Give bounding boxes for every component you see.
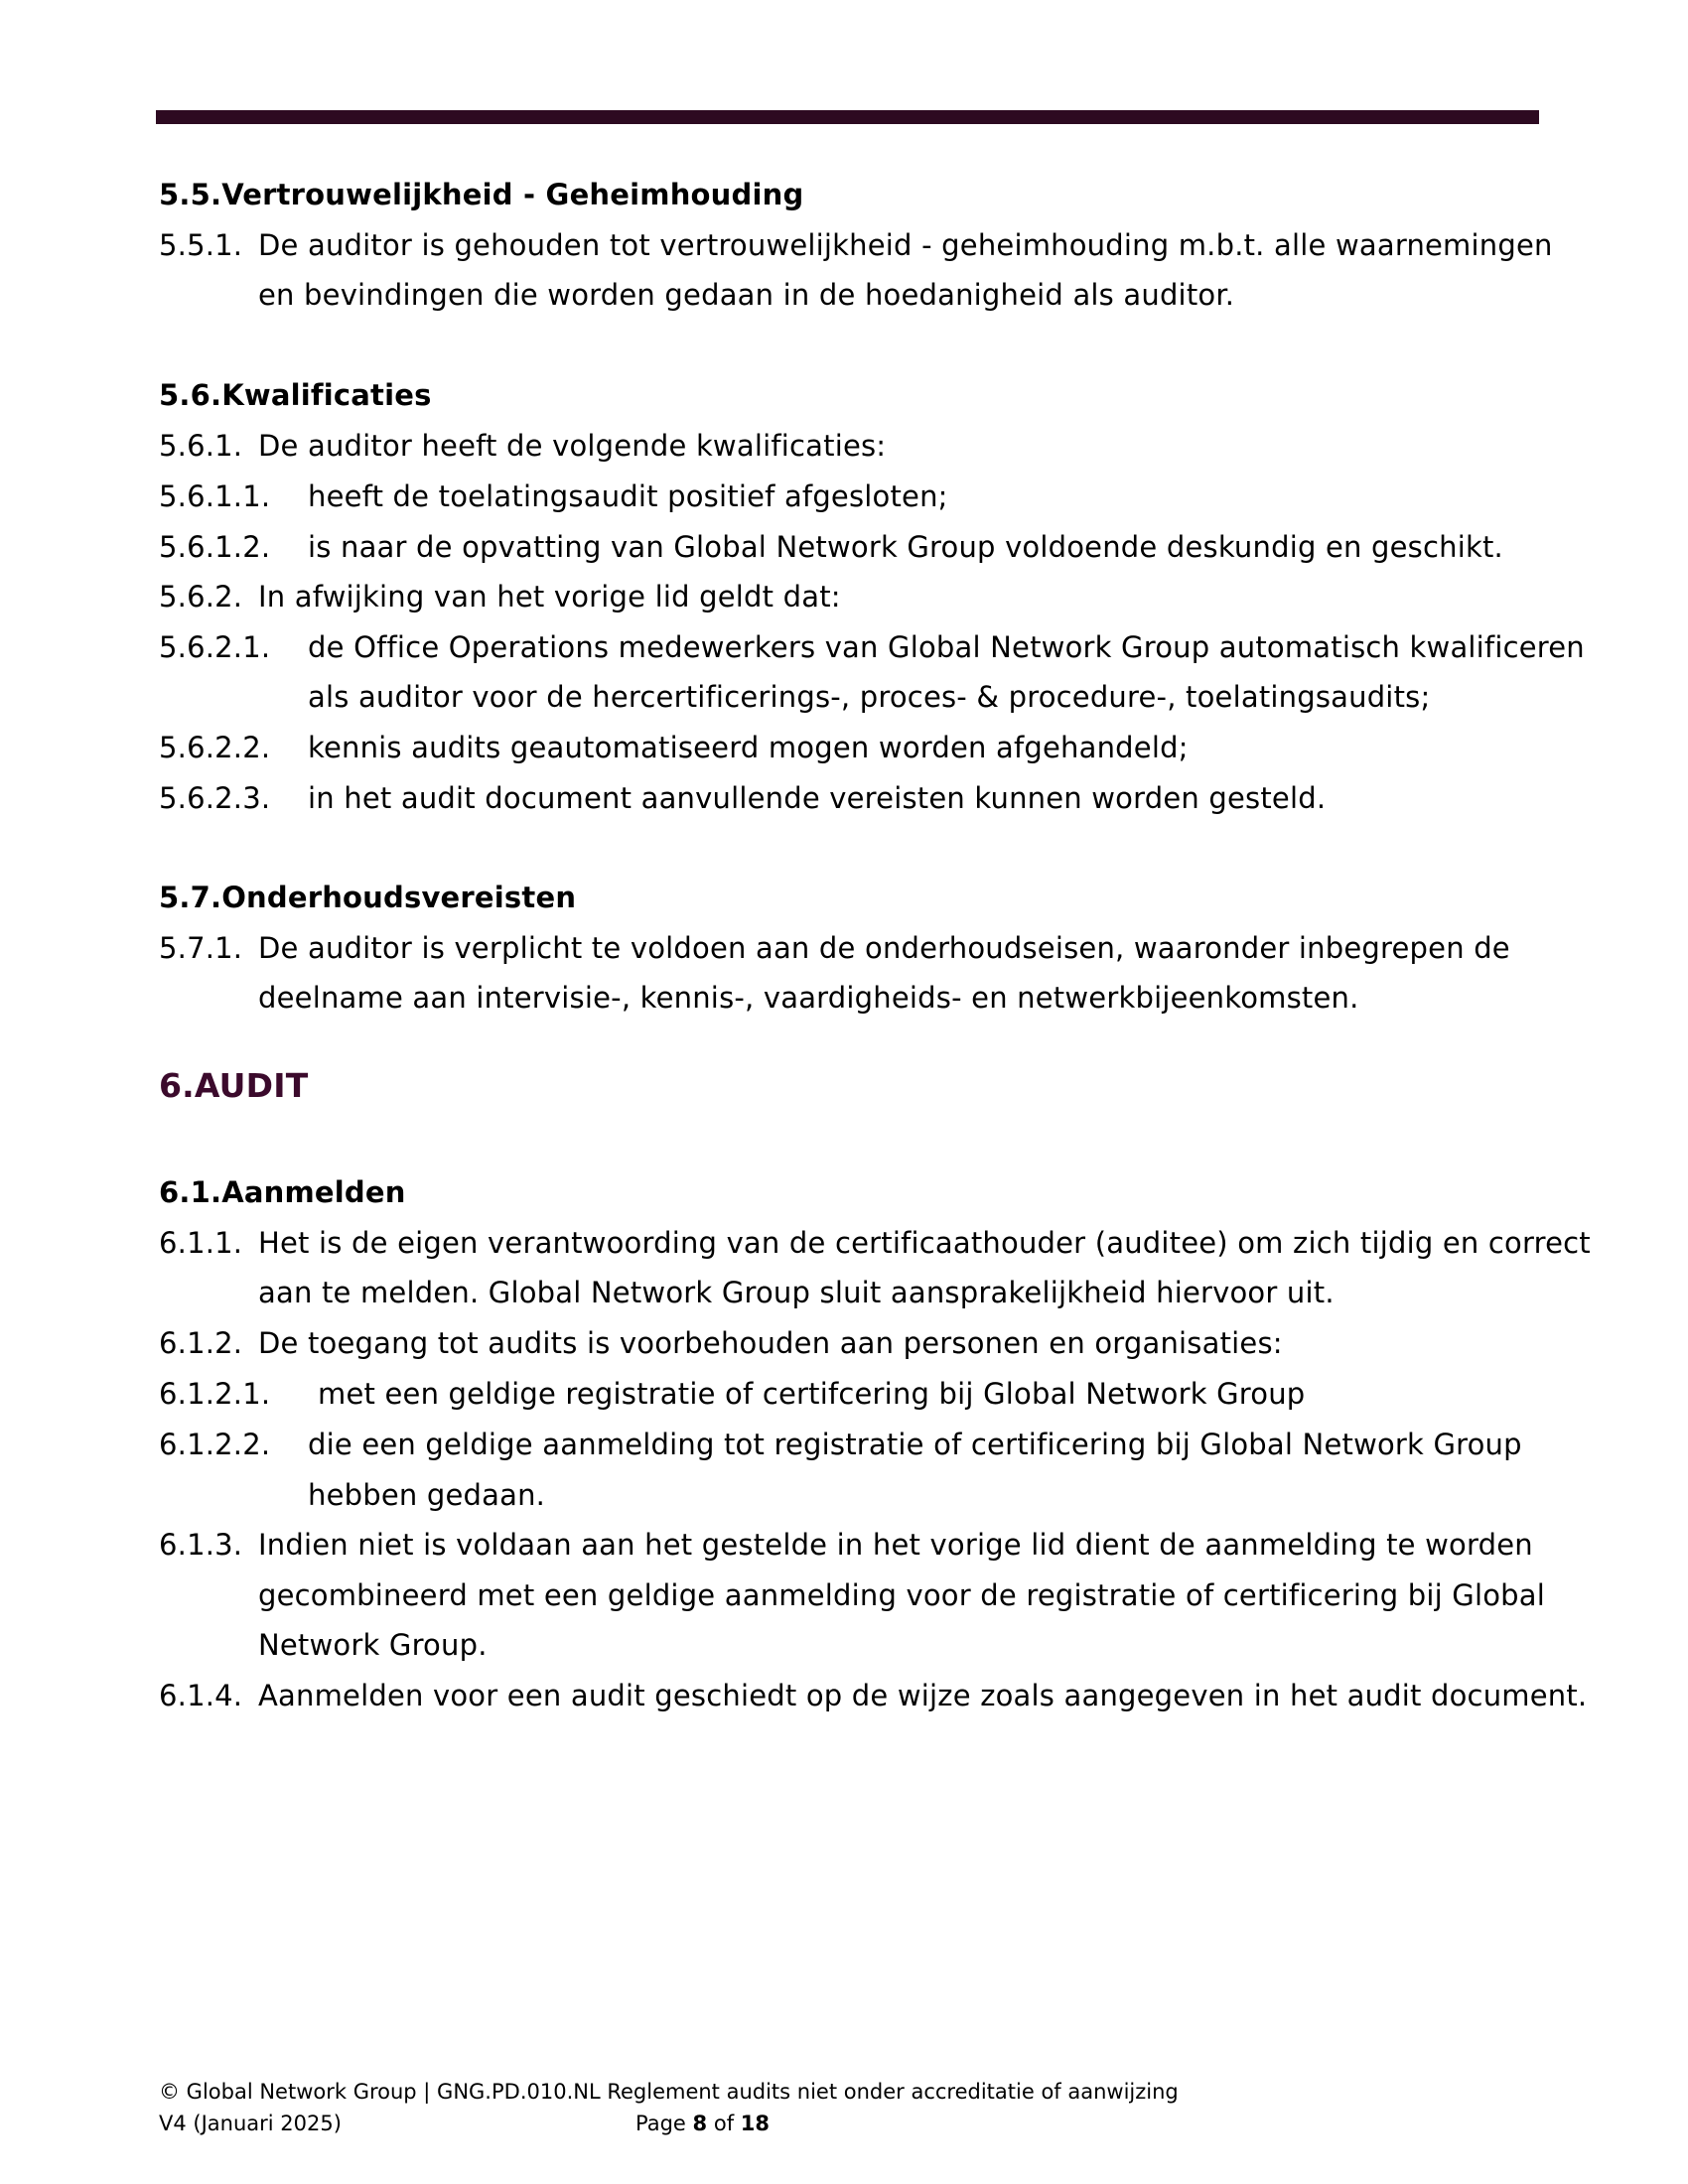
clause-text: In afwijking van het vorige lid geldt dat: [258,580,841,614]
clause-text: die een geldige aanmelding tot registratie of certificering bij Global Network Group [308,1428,1522,1461]
header-rule [156,110,1539,124]
clause-5-6-2-1-cont: als auditor voor de hercertificerings-, proces- & procedure-, toelatingsaudits; [308,680,1431,714]
page-total: 18 [740,2112,771,2135]
clause-text: Aanmelden voor een audit geschiedt op de wijze zoals aangegeven in het audit document. [258,1679,1588,1712]
chapter-heading-6: 6.AUDIT [159,1066,309,1105]
clause-6-1-2-2-cont: hebben gedaan. [308,1478,546,1512]
clause-5-6-2-2 [159,730,1189,765]
clause-text: Indien niet is voldaan aan het gestelde in het vorige lid dient de aanmelding te worden [258,1528,1533,1562]
clause-text: De auditor heeft de volgende kwalificaties: [258,429,887,463]
section-heading-6-1: 6.1.Aanmelden [159,1175,406,1209]
clause-number: 6.1.2. [159,1326,243,1360]
clause-6-1-1 [159,1225,1591,1261]
clause-6-1-3-cont-2: Network Group. [258,1628,488,1662]
footer-copyright: © Global Network Group | GNG.PD.010.NL Reglement audits niet onder accreditatie of aanwijzing [159,2080,1179,2104]
clause-number: 5.6.1.2. [159,530,271,564]
page-current: 8 [692,2112,708,2135]
clause-6-1-2-1 [159,1376,1305,1412]
clause-5-5-1 [159,227,1553,263]
clause-6-1-3 [159,1527,1533,1563]
clause-number: 5.5.1. [159,228,243,262]
clause-text: is naar de opvatting van Global Network Group voldoende deskundig en geschikt. [308,530,1503,564]
clause-number: 6.1.3. [159,1528,243,1562]
footer-version: V4 (Januari 2025) [159,2112,342,2135]
clause-6-1-4 [159,1678,1587,1713]
page-label: Page [635,2112,686,2135]
clause-5-7-1-cont: deelname aan intervisie-, kennis-, vaardigheids- en netwerkbijeenkomsten. [258,981,1359,1015]
clause-text: De toegang tot audits is voorbehouden aan personen en organisaties: [258,1326,1283,1360]
clause-text: De auditor is verplicht te voldoen aan de onderhoudseisen, waaronder inbegrepen de [258,931,1510,965]
clause-text: met een geldige registratie of certifcering bij Global Network Group [318,1377,1306,1411]
clause-number: 6.1.1. [159,1226,243,1260]
clause-number: 6.1.4. [159,1679,243,1712]
clause-number: 5.6.2.3. [159,781,271,815]
clause-6-1-3-cont-1: gecombineerd met een geldige aanmelding voor de registratie of certificering bij Global [258,1578,1546,1612]
clause-5-7-1 [159,930,1510,966]
clause-6-1-1-cont: aan te melden. Global Network Group sluit aansprakelijkheid hiervoor uit. [258,1276,1335,1309]
clause-5-6-1-2 [159,529,1503,565]
clause-number: 6.1.2.1. [159,1377,271,1411]
clause-number: 5.6.2.2. [159,731,271,764]
clause-text: heeft de toelatingsaudit positief afgesloten; [308,479,948,513]
section-heading-5-7: 5.7.Onderhoudsvereisten [159,881,577,914]
footer-page-number [635,2111,770,2136]
clause-text: de Office Operations medewerkers van Global Network Group automatisch kwalificeren [308,630,1585,664]
clause-5-6-2-3 [159,780,1326,816]
clause-number: 5.7.1. [159,931,243,965]
section-heading-5-5: 5.5.Vertrouwelijkheid - Geheimhouding [159,178,804,211]
clause-5-6-2 [159,579,841,614]
clause-text: in het audit document aanvullende vereisten kunnen worden gesteld. [308,781,1327,815]
clause-5-6-2-1 [159,629,1585,665]
clause-number: 5.6.1. [159,429,243,463]
clause-text: De auditor is gehouden tot vertrouwelijkheid - geheimhouding m.b.t. alle waarnemingen [258,228,1553,262]
clause-5-6-1 [159,428,886,464]
clause-text: Het is de eigen verantwoording van de certificaathouder (auditee) om zich tijdig en correct [258,1226,1591,1260]
page-of: of [713,2112,735,2135]
section-heading-5-6: 5.6.Kwalificaties [159,378,432,412]
clause-number: 5.6.2. [159,580,243,614]
clause-number: 5.6.2.1. [159,630,271,664]
clause-number: 6.1.2.2. [159,1428,271,1461]
clause-text: kennis audits geautomatiseerd mogen worden afgehandeld; [308,731,1189,764]
clause-number: 5.6.1.1. [159,479,271,513]
clause-6-1-2-2 [159,1427,1522,1462]
clause-6-1-2 [159,1325,1283,1361]
clause-5-5-1-cont: en bevindingen die worden gedaan in de hoedanigheid als auditor. [258,278,1235,312]
clause-5-6-1-1 [159,478,948,514]
